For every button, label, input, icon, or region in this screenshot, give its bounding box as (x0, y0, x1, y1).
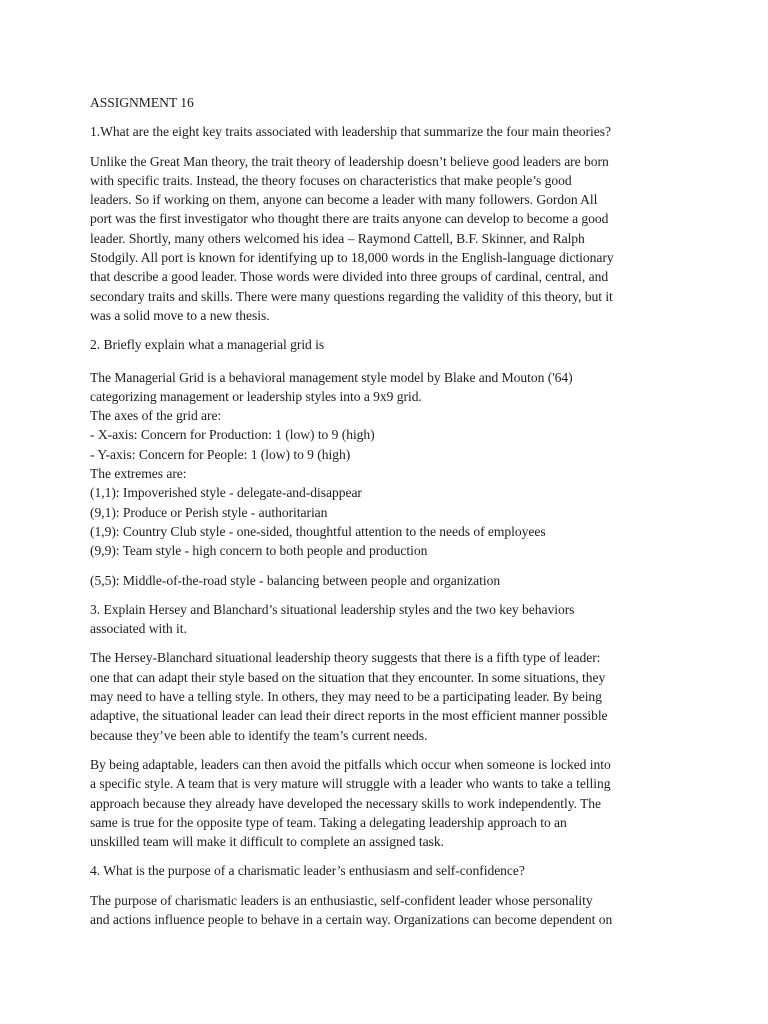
answer-2-line: (1,9): Country Club style - one-sided, thoughtful attention to the needs of employees (90, 523, 546, 539)
answer-1-line: with specific traits. Instead, the theory focuses on characteristics that make people’s good (90, 172, 572, 188)
question-3-line: associated with it. (90, 621, 187, 637)
answer-3-line: approach because they already have developed the necessary skills to work independently. The (90, 795, 602, 811)
question-1: 1.What are the eight key traits associated with leadership that summarize the four main theories? (90, 124, 611, 140)
answer-2-line: The Managerial Grid is a behavioral management style model by Blake and Mouton ('64) (90, 369, 573, 385)
answer-1-line: Unlike the Great Man theory, the trait theory of leadership doesn’t believe good leaders are born (90, 153, 609, 169)
question-3-line: 3. Explain Hersey and Blanchard’s situational leadership styles and the two key behaviors (90, 601, 575, 617)
answer-4-line: The purpose of charismatic leaders is an enthusiastic, self-confident leader whose personality (90, 892, 593, 908)
answer-3-line: adaptive, the situational leader can lead their direct reports in the most efficient manner possible (90, 708, 608, 724)
question-4: 4. What is the purpose of a charismatic leader’s enthusiasm and self-confidence? (90, 863, 525, 879)
answer-2-line: categorizing management or leadership styles into a 9x9 grid. (90, 388, 422, 404)
answer-3-line: because they’ve been able to identify the team’s current needs. (90, 727, 428, 743)
answer-3-line: By being adaptable, leaders can then avoid the pitfalls which occur when someone is locked into (90, 756, 611, 772)
answer-2-line: - X-axis: Concern for Production: 1 (low) to 9 (high) (90, 427, 375, 443)
answer-1-line: leader. Shortly, many others welcomed his idea – Raymond Cattell, B.F. Skinner, and Ralph (90, 230, 585, 246)
answer-3-paragraph-2 (90, 755, 690, 851)
answer-2-line: (1,1): Impoverished style - delegate-and-disappear (90, 485, 362, 501)
answer-1-line: leaders. So if working on them, anyone can become a leader with many followers. Gordon All (90, 192, 598, 208)
answer-1-line: that describe a good leader. Those words were divided into three groups of cardinal, central, and (90, 269, 609, 285)
answer-3-paragraph-1 (90, 648, 690, 744)
answer-4 (90, 891, 690, 930)
answer-3-line: unskilled team will make it difficult to complete an assigned task. (90, 834, 444, 850)
answer-2 (90, 368, 690, 561)
answer-3-line: same is true for the opposite type of team. Taking a delegating leadership approach to an (90, 814, 567, 830)
answer-1-line: secondary traits and skills. There were many questions regarding the validity of this theory, but it (90, 288, 613, 304)
question-2: 2. Briefly explain what a managerial grid is (90, 337, 325, 353)
answer-3-line: a specific style. A team that is very mature will struggle with a leader who wants to take a telling (90, 776, 611, 792)
answer-4-line: and actions influence people to behave in a certain way. Organizations can become dependent on (90, 911, 613, 927)
answer-3-line: The Hersey-Blanchard situational leadership theory suggests that there is a fifth type of leader: (90, 650, 601, 666)
question-3 (90, 600, 690, 639)
answer-2-extra: (5,5): Middle-of-the-road style - balancing between people and organization (90, 572, 501, 588)
document-title: ASSIGNMENT 16 (90, 95, 194, 110)
answer-1 (90, 152, 690, 326)
answer-2-line: The axes of the grid are: (90, 408, 222, 424)
answer-2-line: The extremes are: (90, 466, 187, 482)
answer-1-line: Stodgily. All port is known for identifying up to 18,000 words in the English-language dictionary (90, 250, 614, 266)
answer-2-line: (9,1): Produce or Perish style - authoritarian (90, 504, 328, 520)
document-page (90, 93, 690, 929)
answer-1-line: was a solid move to a new thesis. (90, 307, 270, 323)
answer-2-line: (9,9): Team style - high concern to both people and production (90, 543, 428, 559)
answer-3-line: one that can adapt their style based on the situation that they encounter. In some situations, they (90, 669, 606, 685)
answer-2-line: - Y-axis: Concern for People: 1 (low) to 9 (high) (90, 446, 351, 462)
answer-1-line: port was the first investigator who thought there are traits anyone can develop to become a good (90, 211, 609, 227)
answer-3-line: may need to have a telling style. In others, they may need to be a participating leader. By being (90, 689, 602, 705)
